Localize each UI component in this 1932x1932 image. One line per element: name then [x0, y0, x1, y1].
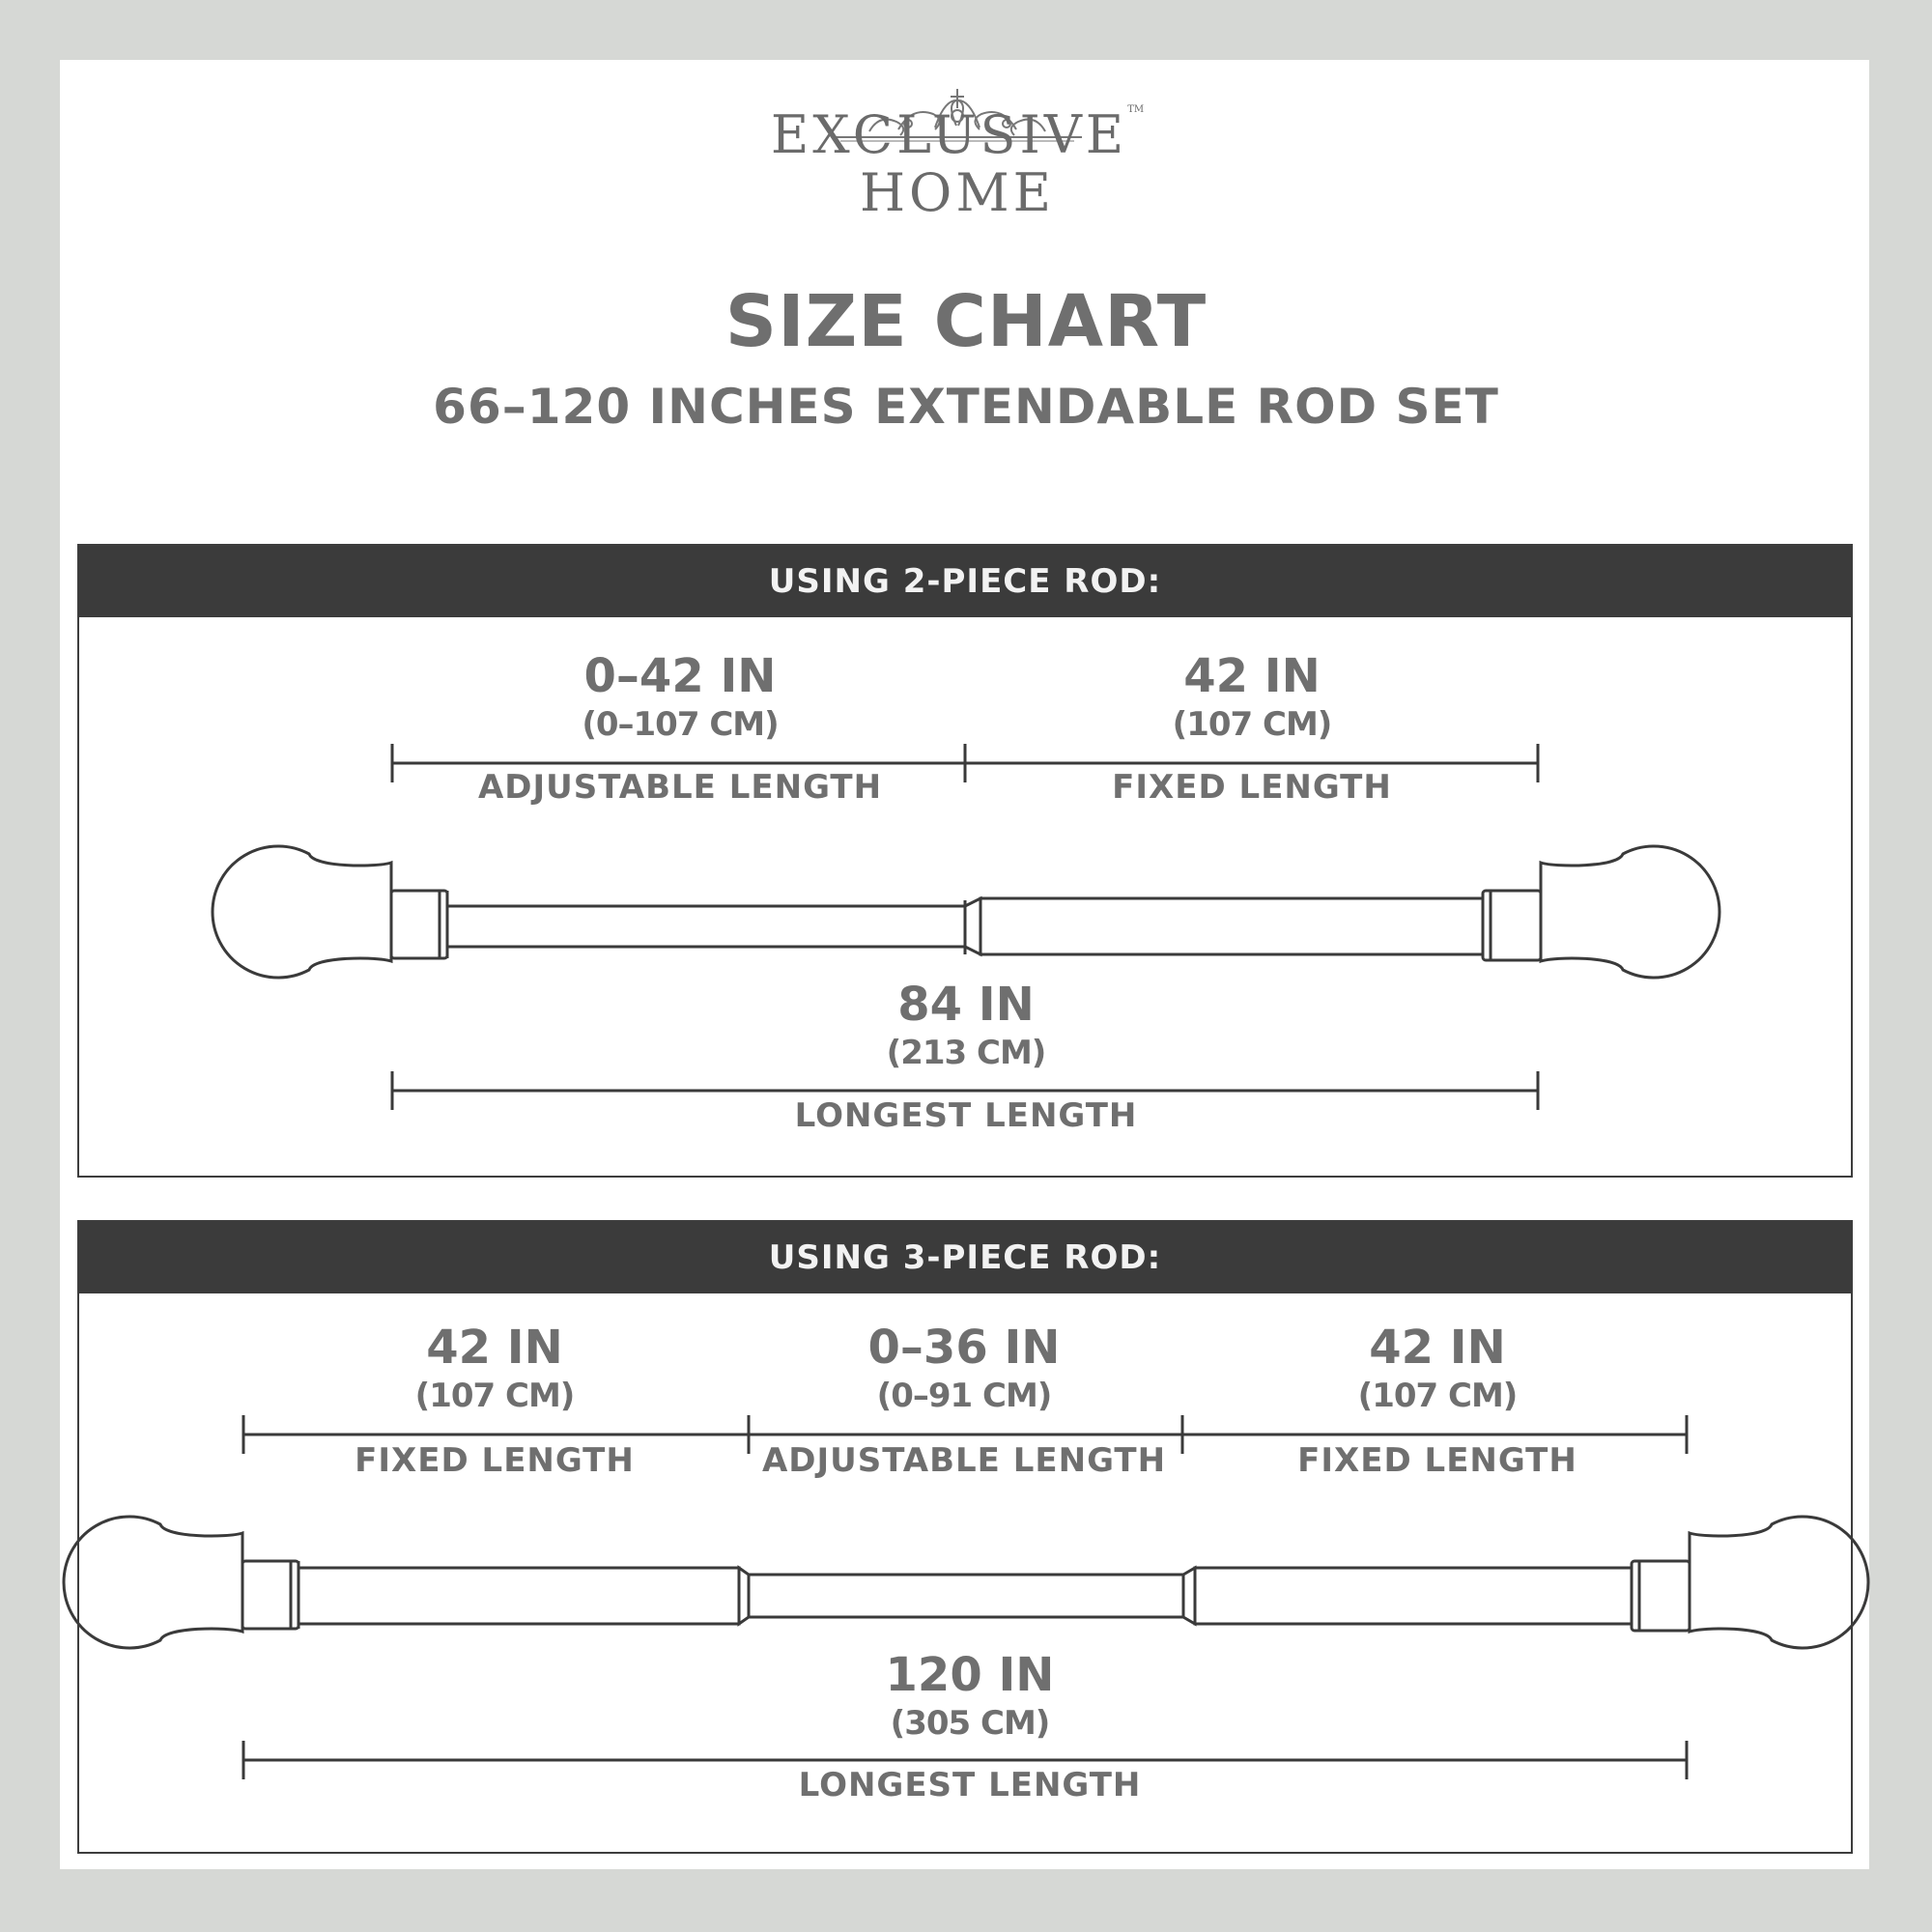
three-piece-longest-length-value: 120 IN [885, 1648, 1055, 1702]
middle-adjustable-length-metric: (0–91 CM) [876, 1377, 1052, 1415]
three-piece-segment-dimension-line [243, 1415, 1687, 1454]
brand-name-text: EXCLUSIVE [770, 104, 1128, 165]
right-fixed-length-value: 42 IN [1369, 1321, 1506, 1375]
left-fixed-length-metric: (107 CM) [414, 1377, 575, 1415]
longest-length-metric: (213 CM) [886, 1034, 1046, 1072]
page-subtitle: 66–120 INCHES EXTENDABLE ROD SET [433, 379, 1499, 435]
left-fixed-length-label: FIXED LENGTH [355, 1441, 635, 1480]
two-piece-rod-drawing [213, 846, 1719, 978]
right-fixed-length-label: FIXED LENGTH [1297, 1441, 1577, 1480]
fixed-length-value: 42 IN [1183, 649, 1321, 703]
adjustable-length-label: ADJUSTABLE LENGTH [477, 768, 883, 807]
longest-length-label: LONGEST LENGTH [794, 1096, 1138, 1135]
fixed-length-label: FIXED LENGTH [1112, 768, 1392, 807]
two-piece-longest-dimension-line [392, 1071, 1538, 1110]
three-piece-longest-dimension-line [243, 1741, 1687, 1779]
left-fixed-length-value: 42 IN [426, 1321, 563, 1375]
page-title: SIZE CHART [724, 280, 1208, 363]
three-piece-rod-header: USING 3-PIECE ROD: [79, 1222, 1851, 1293]
middle-adjustable-length-label: ADJUSTABLE LENGTH [761, 1441, 1167, 1480]
right-fixed-length-metric: (107 CM) [1357, 1377, 1518, 1415]
two-piece-segment-dimension-line [392, 744, 1538, 782]
adjustable-length-value: 0–42 IN [583, 649, 777, 703]
trademark-mark: TM [1127, 104, 1145, 115]
fixed-length-metric: (107 CM) [1172, 705, 1332, 744]
two-piece-rod-header: USING 2-PIECE ROD: [79, 546, 1851, 617]
middle-adjustable-length-value: 0–36 IN [867, 1321, 1061, 1375]
three-piece-longest-length-metric: (305 CM) [890, 1704, 1050, 1743]
brand-name-line2: HOME [859, 162, 1056, 223]
three-piece-longest-length-label: LONGEST LENGTH [798, 1766, 1142, 1804]
three-piece-rod-drawing [64, 1517, 1868, 1648]
adjustable-length-metric: (0–107 CM) [582, 705, 779, 744]
longest-length-value: 84 IN [897, 978, 1035, 1032]
